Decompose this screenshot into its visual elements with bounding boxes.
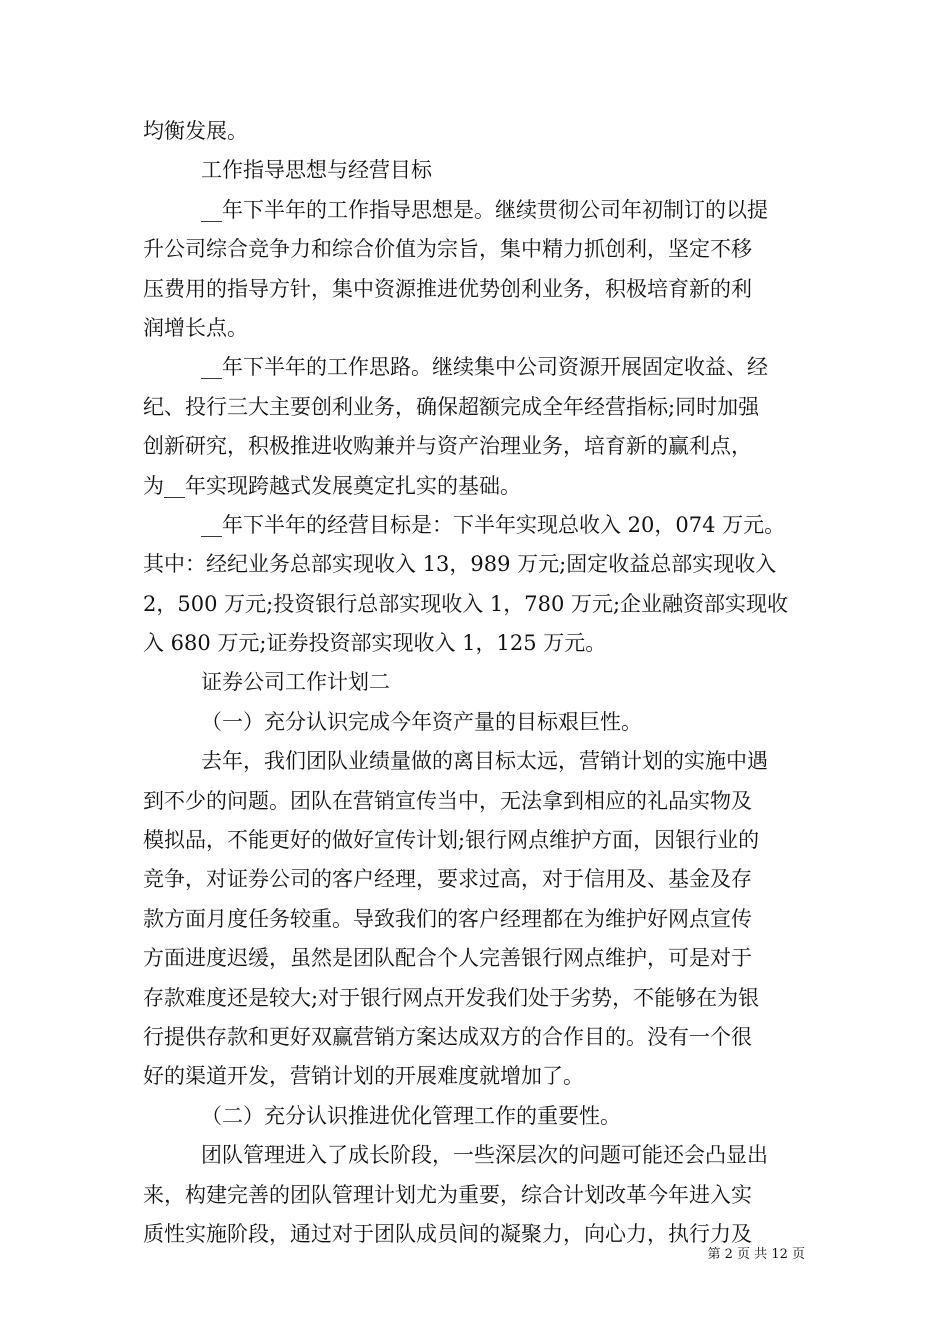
text-line bbox=[143, 506, 808, 545]
text-line-content: 模拟品，不能更好的做好宣传计划;银行网点维护方面，因银行业的 bbox=[143, 828, 760, 853]
text-line-content: __年下半年的工作指导思想是。继续贯彻公司年初制订的以提 bbox=[201, 197, 768, 222]
text-line-content: 为__年实现跨越式发展奠定扎实的基础。 bbox=[143, 473, 521, 498]
text-line-content: 入 680 万元;证券投资部实现收入 1，125 万元。 bbox=[143, 631, 607, 656]
text-line-content: 去年，我们团队业绩量做的离目标太远，营销计划的实施中遇 bbox=[201, 749, 768, 774]
text-line bbox=[143, 624, 808, 663]
text-line-content: 工作指导思想与经营目标 bbox=[201, 158, 432, 183]
text-line-content: （一）充分认识完成今年资产量的目标艰巨性。 bbox=[201, 709, 642, 734]
text-line bbox=[143, 939, 808, 978]
text-line-content: 好的渠道开发，营销计划的开展难度就增加了。 bbox=[143, 1064, 584, 1089]
text-line-content: 升公司综合竞争力和综合价值为宗旨，集中精力抓创利，坚定不移 bbox=[143, 237, 752, 262]
text-line-content: 2，500 万元;投资银行总部实现收入 1，780 万元;企业融资部实现收 bbox=[143, 591, 789, 616]
text-line-content: 竞争，对证券公司的客户经理，要求过高，对于信用及、基金及存 bbox=[143, 867, 752, 892]
text-line-content: 质性实施阶段，通过对于团队成员间的凝聚力，向心力，执行力及 bbox=[143, 1221, 752, 1246]
text-line bbox=[143, 1018, 808, 1057]
text-line bbox=[143, 860, 808, 899]
text-line bbox=[143, 112, 808, 151]
document-body bbox=[143, 112, 808, 1254]
text-line-content: 方面进度迟缓，虽然是团队配合个人完善银行网点维护，可是对于 bbox=[143, 946, 752, 971]
text-line bbox=[143, 1057, 808, 1096]
text-line-content: 均衡发展。 bbox=[143, 119, 248, 143]
text-line bbox=[143, 230, 808, 269]
text-line bbox=[143, 388, 808, 427]
text-line-content: __年下半年的经营目标是：下半年实现总收入 20，074 万元。 bbox=[201, 512, 786, 537]
text-line-content: 到不少的问题。团队在营销宣传当中，无法拿到相应的礼品实物及 bbox=[143, 788, 752, 813]
text-line bbox=[143, 742, 808, 781]
text-line bbox=[143, 467, 808, 506]
text-line bbox=[143, 821, 808, 860]
text-line bbox=[143, 1097, 808, 1136]
text-line-content: 来，构建完善的团队管理计划尤为重要，综合计划改革今年进入实 bbox=[143, 1182, 752, 1207]
text-line bbox=[143, 900, 808, 939]
text-line bbox=[143, 1176, 808, 1215]
page-number: 第 2 页 共 12 页 bbox=[707, 1247, 805, 1262]
text-line-content: __年下半年的工作思路。继续集中公司资源开展固定收益、经 bbox=[201, 355, 768, 380]
text-line-content: 润增长点。 bbox=[143, 315, 248, 340]
text-line bbox=[143, 151, 808, 190]
text-line bbox=[143, 703, 808, 742]
text-line-content: 压费用的指导方针，集中资源推进优势创利业务，积极培育新的利 bbox=[143, 276, 752, 301]
text-line-content: 创新研究，积极推进收购兼并与资产治理业务，培育新的赢利点， bbox=[143, 434, 752, 459]
text-line-content: （二）充分认识推进优化管理工作的重要性。 bbox=[201, 1103, 621, 1128]
text-line bbox=[143, 427, 808, 466]
text-line bbox=[143, 270, 808, 309]
text-line bbox=[143, 309, 808, 348]
text-line bbox=[143, 663, 808, 702]
text-line bbox=[143, 979, 808, 1018]
text-line bbox=[143, 348, 808, 387]
text-line bbox=[143, 191, 808, 230]
text-line bbox=[143, 545, 808, 584]
text-line-content: 证券公司工作计划二 bbox=[201, 670, 390, 695]
text-line-content: 纪、投行三大主要创利业务，确保超额完成全年经营指标;同时加强 bbox=[143, 394, 760, 419]
text-line-content: 其中：经纪业务总部实现收入 13，989 万元;固定收益总部实现收入 bbox=[143, 552, 777, 577]
text-line bbox=[143, 1136, 808, 1175]
text-line-content: 款方面月度任务较重。导致我们的客户经理都在为维护好网点宣传 bbox=[143, 906, 752, 931]
text-line-content: 团队管理进入了成长阶段，一些深层次的问题可能还会凸显出 bbox=[201, 1143, 768, 1168]
text-line-content: 存款难度还是较大;对于银行网点开发我们处于劣势，不能够在为银 bbox=[143, 985, 760, 1010]
text-line bbox=[143, 585, 808, 624]
text-line bbox=[143, 782, 808, 821]
text-line-content: 行提供存款和更好双赢营销方案达成双方的合作目的。没有一个很 bbox=[143, 1024, 752, 1049]
